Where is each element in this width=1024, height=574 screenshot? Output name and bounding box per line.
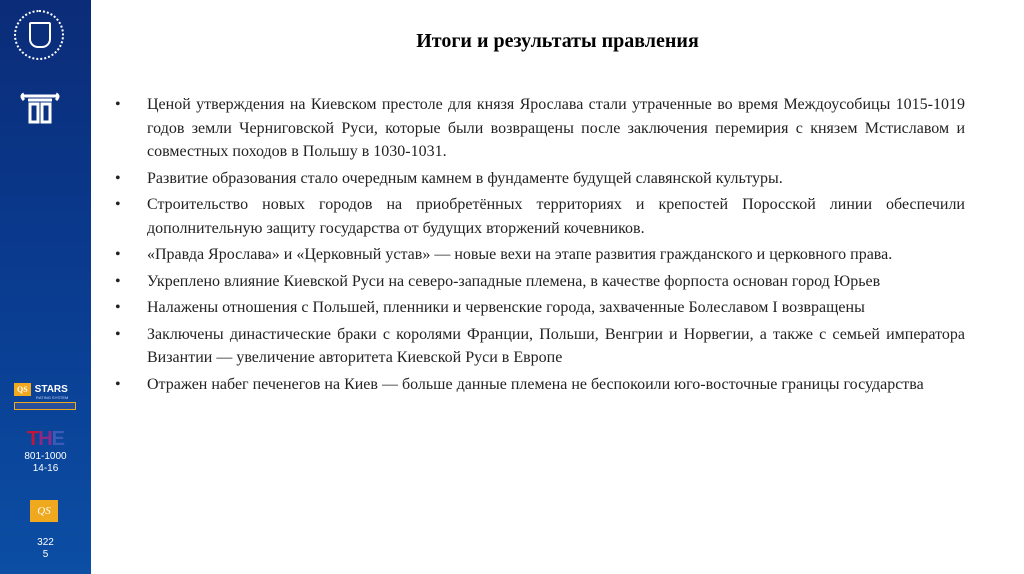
stars-label: STARS (34, 383, 68, 395)
qs-rank-sub: 5 (42, 549, 49, 560)
slide-title: Итоги и результаты правления (416, 30, 699, 52)
list-item: • Налажены отношения с Польшей, пленники и червенские города, захваченные Болеславом I возвращены (115, 299, 865, 316)
qs-logo: QS (30, 500, 58, 522)
list-item: • Ценой утверждения на Киевском престоле для князя Ярослава стали утраченные во время Междоусобицы 1015-1019 годов земли Черниговской Руси, которые были возвращены после заключения перемирия с князем Мстиславом и совместных походов в Польшу в 1030-1031. (115, 96, 965, 160)
bullet-list (115, 93, 965, 399)
sidebar (0, 0, 91, 574)
the-ranking (0, 428, 91, 475)
list-item: • Укреплено влияние Киевской Руси на северо-западные племена, в качестве форпоста основан город Юрьев (115, 272, 881, 290)
stars-rating-bar (14, 402, 76, 410)
the-rank: 801-1000 (24, 451, 67, 462)
list-item: • «Правда Ярослава» и «Церковный устав» — новые вехи на этапе развития гражданского и церковного права. (115, 246, 893, 263)
qs-ranking (0, 537, 91, 561)
list-item: • Отражен набег печенегов на Киев — больше данные племена не беспокоили юго-восточные границы государства (115, 375, 924, 393)
the-logo: THE (26, 428, 64, 450)
university-emblem-icon (14, 10, 64, 60)
list-item: • Развитие образования стало очередным камнем в фундаменте будущей славянской культуры. (115, 169, 783, 187)
qs-rank: 322 (37, 537, 54, 548)
qs-stars-badge (14, 380, 76, 410)
list-item: • Заключены династические браки с королями Франции, Польши, Венгрии и Норвегии, а также с семьей императора Византии — увеличение авторитета Киевской Руси в Европе (115, 325, 965, 366)
list-item: • Строительство новых городов на приобретённых территориях и крепостей Поросской линии обеспечили дополнительную защиту государства от будущих вторжений кочевников. (115, 196, 965, 237)
qs-logo: QS (14, 383, 31, 396)
the-rank-sub: 14-16 (32, 463, 59, 474)
stars-sub: RATING SYSTEM (36, 395, 69, 400)
column-logo-icon (20, 92, 60, 126)
